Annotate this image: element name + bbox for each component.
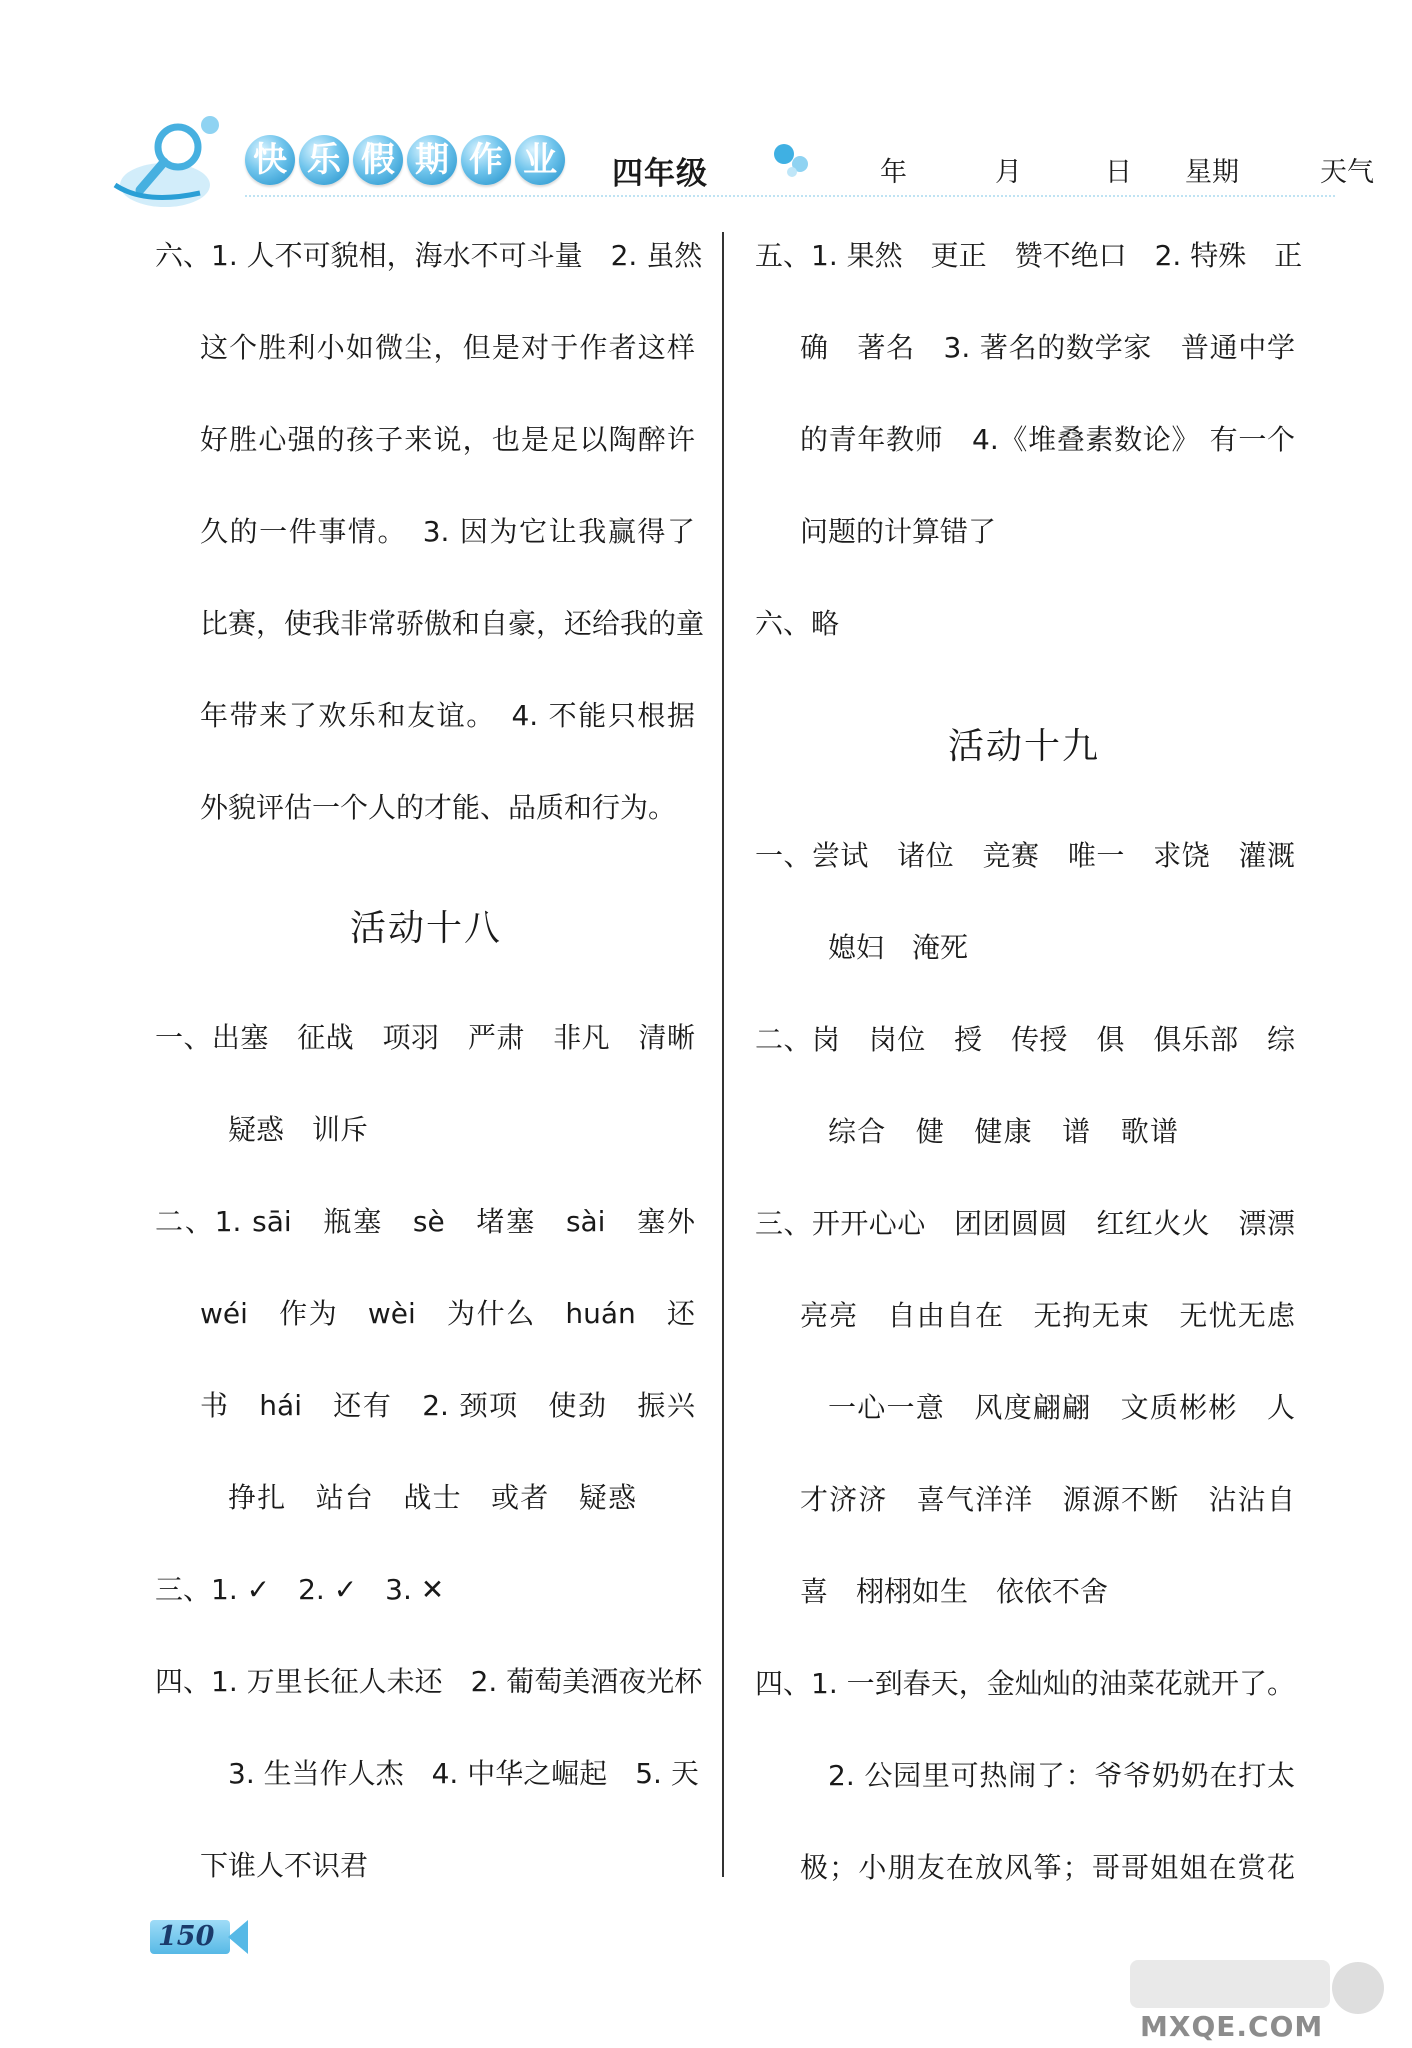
month-label: 月 [995, 157, 1022, 188]
answer-line: 问题的计算错了 [800, 515, 997, 548]
answer-line: 一、尝试 诸位 竞赛 唯一 求饶 灌溉 [755, 839, 1295, 872]
title-char: 乐 [299, 135, 349, 185]
answer-line: 下谁人不识君 [200, 1849, 369, 1882]
page-number: 150 [150, 1920, 230, 1954]
answer-line: 四、1. 万里长征人未还 2. 葡萄美酒夜光杯 [155, 1665, 703, 1698]
bubbles-icon [770, 140, 820, 180]
title-char: 业 [515, 135, 565, 185]
answer-line: 媳妇 淹死 [828, 931, 969, 964]
answer-line: 书 hái 还有 2. 颈项 使劲 振兴 [200, 1389, 695, 1422]
answer-line: 三、1. ✓ 2. ✓ 3. ✕ [155, 1573, 445, 1606]
answer-line: 才济济 喜气洋洋 源源不断 沾沾自 [800, 1483, 1295, 1516]
answer-line: 这个胜利小如微尘，但是对于作者这样 [200, 331, 695, 364]
page-tab-arrow-icon [228, 1920, 248, 1954]
answer-line: 久的一件事情。 3. 因为它让我赢得了 [200, 515, 695, 548]
title-char: 期 [407, 135, 457, 185]
section-heading: 活动十八 [350, 908, 503, 949]
answer-line: 极；小朋友在放风筝；哥哥姐姐在赏花 [800, 1851, 1295, 1884]
answer-line: 二、1. sāi 瓶塞 sè 堵塞 sài 塞外 [155, 1205, 695, 1238]
year-label: 年 [880, 157, 907, 188]
answer-line: 五、1. 果然 更正 赞不绝口 2. 特殊 正 [755, 239, 1303, 272]
book-title [245, 135, 565, 185]
answer-line: wéi 作为 wèi 为什么 huán 还 [200, 1297, 695, 1330]
answer-line: 六、1. 人不可貌相，海水不可斗量 2. 虽然 [155, 239, 703, 272]
answer-line: 三、开开心心 团团圆圆 红红火火 漂漂 [755, 1207, 1295, 1240]
title-char: 假 [353, 135, 403, 185]
page-header [0, 0, 1412, 230]
answer-line: 六、略 [755, 607, 840, 640]
answer-line: 3. 生当作人杰 4. 中华之崛起 5. 天 [228, 1757, 699, 1790]
grade-label: 四年级 [612, 156, 708, 192]
answer-line: 外貌评估一个人的才能、品质和行为。 [200, 791, 677, 824]
answer-line: 四、1. 一到春天，金灿灿的油菜花就开了。 [755, 1667, 1295, 1700]
weather-label: 天气 [1320, 157, 1374, 188]
answer-line: 比赛，使我非常骄傲和自豪，还给我的童 [200, 607, 705, 640]
answer-line: 好胜心强的孩子来说，也是足以陶醉许 [200, 423, 695, 456]
answer-line: 确 著名 3. 著名的数学家 普通中学 [800, 331, 1295, 364]
day-label: 日 [1105, 157, 1132, 188]
answer-line: 二、岗 岗位 授 传授 俱 俱乐部 综 [755, 1023, 1295, 1056]
header-dotted-rule [245, 195, 1335, 197]
answer-line: 亮亮 自由自在 无拘无束 无忧无虑 [800, 1299, 1295, 1332]
answer-line: 喜 栩栩如生 依依不舍 [800, 1575, 1109, 1608]
answer-line: 2. 公园里可热闹了：爷爷奶奶在打太 [828, 1759, 1295, 1792]
answer-line: 疑惑 训斥 [228, 1113, 369, 1146]
answer-line: 一、出塞 征战 项羽 严肃 非凡 清晰 [155, 1021, 695, 1054]
answer-line: 的青年教师 4.《堆叠素数论》 有一个 [800, 423, 1295, 456]
watermark-text: MXQE.COM [1140, 2010, 1324, 2043]
answer-line: 综合 健 健康 谱 歌谱 [828, 1115, 1178, 1148]
weekday-label: 星期 [1185, 157, 1239, 188]
answer-line: 一心一意 风度翩翩 文质彬彬 人 [828, 1391, 1295, 1424]
answer-line: 年带来了欢乐和友谊。 4. 不能只根据 [200, 699, 695, 732]
magnifier-drop-logo [110, 105, 240, 215]
title-char: 作 [461, 135, 511, 185]
column-divider [722, 232, 724, 1877]
date-fields [880, 150, 1380, 189]
section-heading: 活动十九 [948, 726, 1101, 767]
title-char: 快 [245, 135, 295, 185]
answer-line: 挣扎 站台 战士 或者 疑惑 [228, 1481, 636, 1514]
